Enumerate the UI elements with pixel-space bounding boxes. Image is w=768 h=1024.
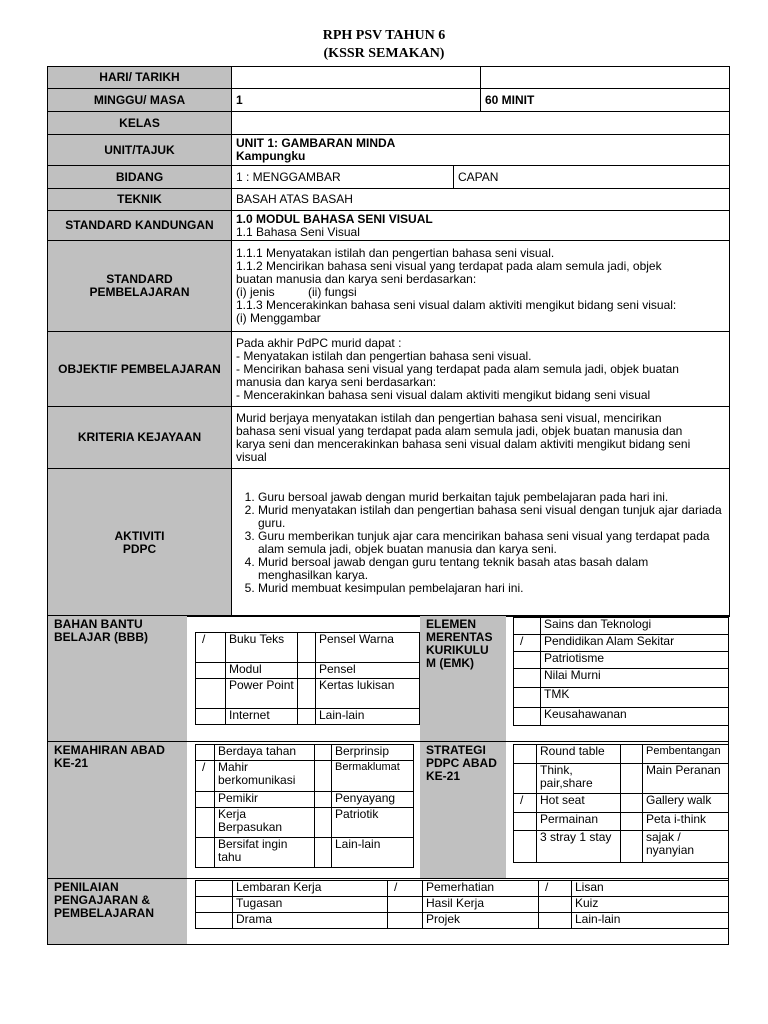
main-table [47,66,730,617]
strategi-item: Pembentangan [643,745,729,764]
row-aktiviti [48,469,730,617]
op-line: Pada akhir PdPC murid dapat : [236,335,402,350]
penilaian-item: Lisan [572,881,729,897]
penilaian-item: Lembaran Kerja [233,881,388,897]
bbb-row [196,679,420,709]
bbb-item: Power Point [226,679,298,709]
strategi-check[interactable] [514,764,537,794]
op-line: manusia dan karya seni berdasarkan: [236,374,437,389]
unit-value [232,135,730,166]
abad-row [196,808,414,838]
abad-check[interactable] [315,838,332,868]
abad-check[interactable] [315,745,332,761]
penilaian-check[interactable] [196,897,233,913]
masa-value: 60 MINIT [481,89,730,112]
abad-row [196,838,414,868]
abad-item: Bersifat ingin tahu [215,838,315,868]
doc-subtitle: (KSSR SEMAKAN) [323,46,445,61]
label-strategi: STRATEGI PDPC ABAD KE-21 [420,742,506,878]
label-minggu: MINGGU/ MASA [48,89,232,112]
emk-item: Sains dan Teknologi [541,618,729,635]
label-kelas: KELAS [48,112,232,135]
label-aktiviti [48,469,232,617]
unit-line-2: Kampungku [236,149,306,163]
op-line: - Mencirikan bahasa seni visual yang terdapat pada alam semula jadi, objek buatan [236,361,679,376]
abad-check[interactable] [196,808,215,838]
label-sp-2: PEMBELAJARAN [89,285,190,299]
row-kk [48,407,730,469]
emk-check[interactable] [514,669,541,688]
bbb-check[interactable]: / [196,633,226,663]
aktiviti-list [236,491,725,595]
row-sp [48,241,730,332]
row-kelas [48,112,730,135]
label-unit: UNIT/TAJUK [48,135,232,166]
strategi-item: Hot seat [537,794,621,813]
teknik-value: BASAH ATAS BASAH [232,189,730,211]
penilaian-item: Drama [233,913,388,929]
bbb-check[interactable] [298,709,316,725]
strategi-check[interactable] [621,794,643,813]
bbb-check[interactable] [298,663,316,679]
emk-item: Nilai Murni [541,669,729,688]
kk-value [232,407,730,469]
emk-check[interactable] [514,652,541,669]
penilaian-check[interactable] [196,881,233,897]
label-kk: KRITERIA KEJAYAAN [48,407,232,469]
abad-row [196,761,414,792]
penilaian-check[interactable] [388,913,423,929]
bidang-value-2: CAPAN [454,166,730,189]
doc-title: RPH PSV TAHUN 6 [322,28,446,43]
penilaian-row [196,881,729,897]
strategi-check[interactable] [621,813,643,831]
penilaian-row [196,897,729,913]
bbb-check[interactable] [196,709,226,725]
penilaian-check[interactable]: / [539,881,572,897]
emk-item: Pendidikan Alam Sekitar [541,635,729,652]
minggu-value: 1 [232,89,481,112]
penilaian-item: Hasil Kerja [423,897,539,913]
sp-line: 1.1.3 Mencerakinkan bahasa seni visual dalam aktiviti mengikut bidang seni visual: [236,298,677,312]
emk-row [514,618,729,635]
strategi-item: Think, pair,share [537,764,621,794]
strategi-check[interactable] [621,831,643,863]
row-op [48,332,730,407]
strategi-row [514,813,729,831]
abad-item: Berdaya tahan [215,745,315,761]
row-hari [48,67,730,89]
abad-item: Kerja Berpasukan [215,808,315,838]
emk-check[interactable]: / [514,635,541,652]
label-teknik: TEKNIK [48,189,232,211]
aktiviti-item: 1. Guru bersoal jawab dengan murid berkaitan tajuk pembelajaran pada hari ini. [258,491,725,504]
abad-row [196,792,414,808]
emk-row [514,688,729,708]
bbb-table [195,632,420,725]
penilaian-item: Tugasan [233,897,388,913]
abad-item: Mahir berkomunikasi [215,761,315,792]
abad-check[interactable] [315,808,332,838]
label-op: OBJEKTIF PEMBELAJARAN [48,332,232,407]
sp-value [232,241,730,332]
abad-table [195,744,414,868]
label-abad: KEMAHIRAN ABAD KE-21 [48,742,187,878]
strategi-item: sajak / nyanyian [643,831,729,863]
kk-line: bahasa seni visual yang terdapat pada alam semula jadi, objek buatan manusia dan [236,423,683,438]
label-bbb: BAHAN BANTU BELAJAR (BBB) [48,616,187,741]
op-line: - Mencerakinkan bahasa seni visual dalam aktiviti mengikut bidang seni visual [236,387,651,402]
penilaian-check[interactable] [388,897,423,913]
sp-line: buatan manusia dan karya seni berdasarkan: [236,272,477,286]
bbb-item: Buku Teks [226,633,298,663]
abad-check[interactable] [196,838,215,868]
bbb-item: Pensel [316,663,420,679]
penilaian-row [196,913,729,929]
emk-row [514,669,729,688]
strategi-row [514,745,729,764]
penilaian-item: Pemerhatian [423,881,539,897]
strategi-check[interactable]: / [514,794,537,813]
strategi-check[interactable] [514,745,537,764]
unit-line-1: UNIT 1: GAMBARAN MINDA [236,136,396,150]
abad-check[interactable] [196,792,215,808]
label-bidang: BIDANG [48,166,232,189]
kk-line: Murid berjaya menyatakan istilah dan pengertian bahasa seni visual, mencirikan [236,410,662,425]
label-aktiviti-1: AKTIVITI [114,528,165,543]
strategi-row [514,831,729,863]
penilaian-table [195,880,729,929]
emk-item: Keusahawanan [541,708,729,726]
strategi-item: Main Peranan [643,764,729,794]
strategi-check[interactable] [621,764,643,794]
label-aktiviti-2: PDPC [122,541,157,556]
row-teknik [48,189,730,211]
bbb-item: Kertas lukisan [316,679,420,709]
abad-item: Patriotik [332,808,414,838]
abad-item: Pemikir [215,792,315,808]
kelas-value[interactable] [232,112,730,135]
penilaian-check[interactable] [539,897,572,913]
penilaian-check[interactable] [539,913,572,929]
strategi-check[interactable] [514,813,537,831]
abad-check[interactable] [315,761,332,792]
bbb-row [196,633,420,663]
emk-table [513,617,729,726]
bbb-check[interactable] [298,633,316,663]
strategi-item: Peta i-think [643,813,729,831]
strategi-table [513,744,729,863]
abad-check[interactable]: / [196,761,215,792]
penilaian-item: Projek [423,913,539,929]
bbb-check[interactable] [196,663,226,679]
bbb-row [196,709,420,725]
bbb-item: Lain-lain [316,709,420,725]
bbb-item: Pensel Warna [316,633,420,663]
emk-item: Patriotisme [541,652,729,669]
strategi-check[interactable] [621,745,643,764]
row-sk [48,211,730,241]
sp-line: (i) Menggambar [236,311,321,325]
abad-check[interactable] [315,792,332,808]
abad-row [196,745,414,761]
emk-row [514,708,729,726]
strategi-row [514,794,729,813]
aktiviti-value [232,469,730,617]
strategi-row [514,764,729,794]
sk-line-2: 1.1 Bahasa Seni Visual [236,224,360,239]
aktiviti-item: 5. Murid membuat kesimpulan pembelajaran hari ini. [258,582,725,595]
row-unit [48,135,730,166]
penilaian-item: Kuiz [572,897,729,913]
row-bidang [48,166,730,189]
bidang-value: 1 : MENGGAMBAR [232,166,454,189]
aktiviti-item: 4. Murid bersoal jawab dengan guru tentang teknik basah atas basah dalam menghasilkan karya. [258,556,725,582]
hari-value[interactable] [232,67,481,89]
emk-row [514,652,729,669]
aktiviti-item: 2. Murid menyatakan istilah dan pengertian bahasa seni visual dengan tunjuk ajar dariada guru. [258,504,725,530]
sp-line: (i) jenis (ii) fungsi [236,285,357,299]
strategi-item: Gallery walk [643,794,729,813]
label-penilaian: PENILAIAN PENGAJARAN & PEMBELAJARAN [48,879,187,944]
kk-line: visual [236,449,267,464]
label-sp [48,241,232,332]
label-emk: ELEMEN MERENTAS KURIKULU M (EMK) [420,616,506,741]
aktiviti-item: 3. Guru memberikan tunjuk ajar cara mencirikan bahasa seni visual yang terdapat pada alam semula jadi, objek buatan manusia dan karya seni. [258,530,725,556]
label-sk: STANDARD KANDUNGAN [48,211,232,241]
label-sp-1: STANDARD [106,272,173,286]
strategi-item: 3 stray 1 stay [537,831,621,863]
emk-check[interactable] [514,688,541,708]
abad-item: Bermaklumat [332,761,414,792]
abad-check[interactable] [196,745,215,761]
sp-line: 1.1.2 Mencirikan bahasa seni visual yang terdapat pada alam semula jadi, objek [236,259,662,273]
kk-line: karya seni dan mencerakinkan bahasa seni visual dalam aktiviti mengikut bidang seni [236,436,691,451]
row-minggu [48,89,730,112]
sp-line: 1.1.1 Menyatakan istilah dan pengertian bahasa seni visual. [236,246,555,260]
emk-row [514,635,729,652]
op-line: - Menyatakan istilah dan pengertian bahasa seni visual. [236,348,532,363]
op-value [232,332,730,407]
penilaian-check[interactable] [196,913,233,929]
strategi-item: Permainan [537,813,621,831]
sk-line-1: 1.0 MODUL BAHASA SENI VISUAL [236,211,433,226]
emk-item: TMK [541,688,729,708]
bbb-check[interactable] [196,679,226,709]
strategi-check[interactable] [514,831,537,863]
strategi-item: Round table [537,745,621,764]
emk-check[interactable] [514,708,541,726]
bbb-check[interactable] [298,679,316,709]
bbb-item: Modul [226,663,298,679]
abad-item: Penyayang [332,792,414,808]
label-hari: HARI/ TARIKH [48,67,232,89]
abad-item: Berprinsip [332,745,414,761]
bbb-item: Internet [226,709,298,725]
penilaian-item: Lain-lain [572,913,729,929]
sk-value [232,211,730,241]
abad-item: Lain-lain [332,838,414,868]
emk-check[interactable] [514,618,541,635]
bbb-row [196,663,420,679]
penilaian-check[interactable]: / [388,881,423,897]
tarikh-value[interactable] [481,67,730,89]
